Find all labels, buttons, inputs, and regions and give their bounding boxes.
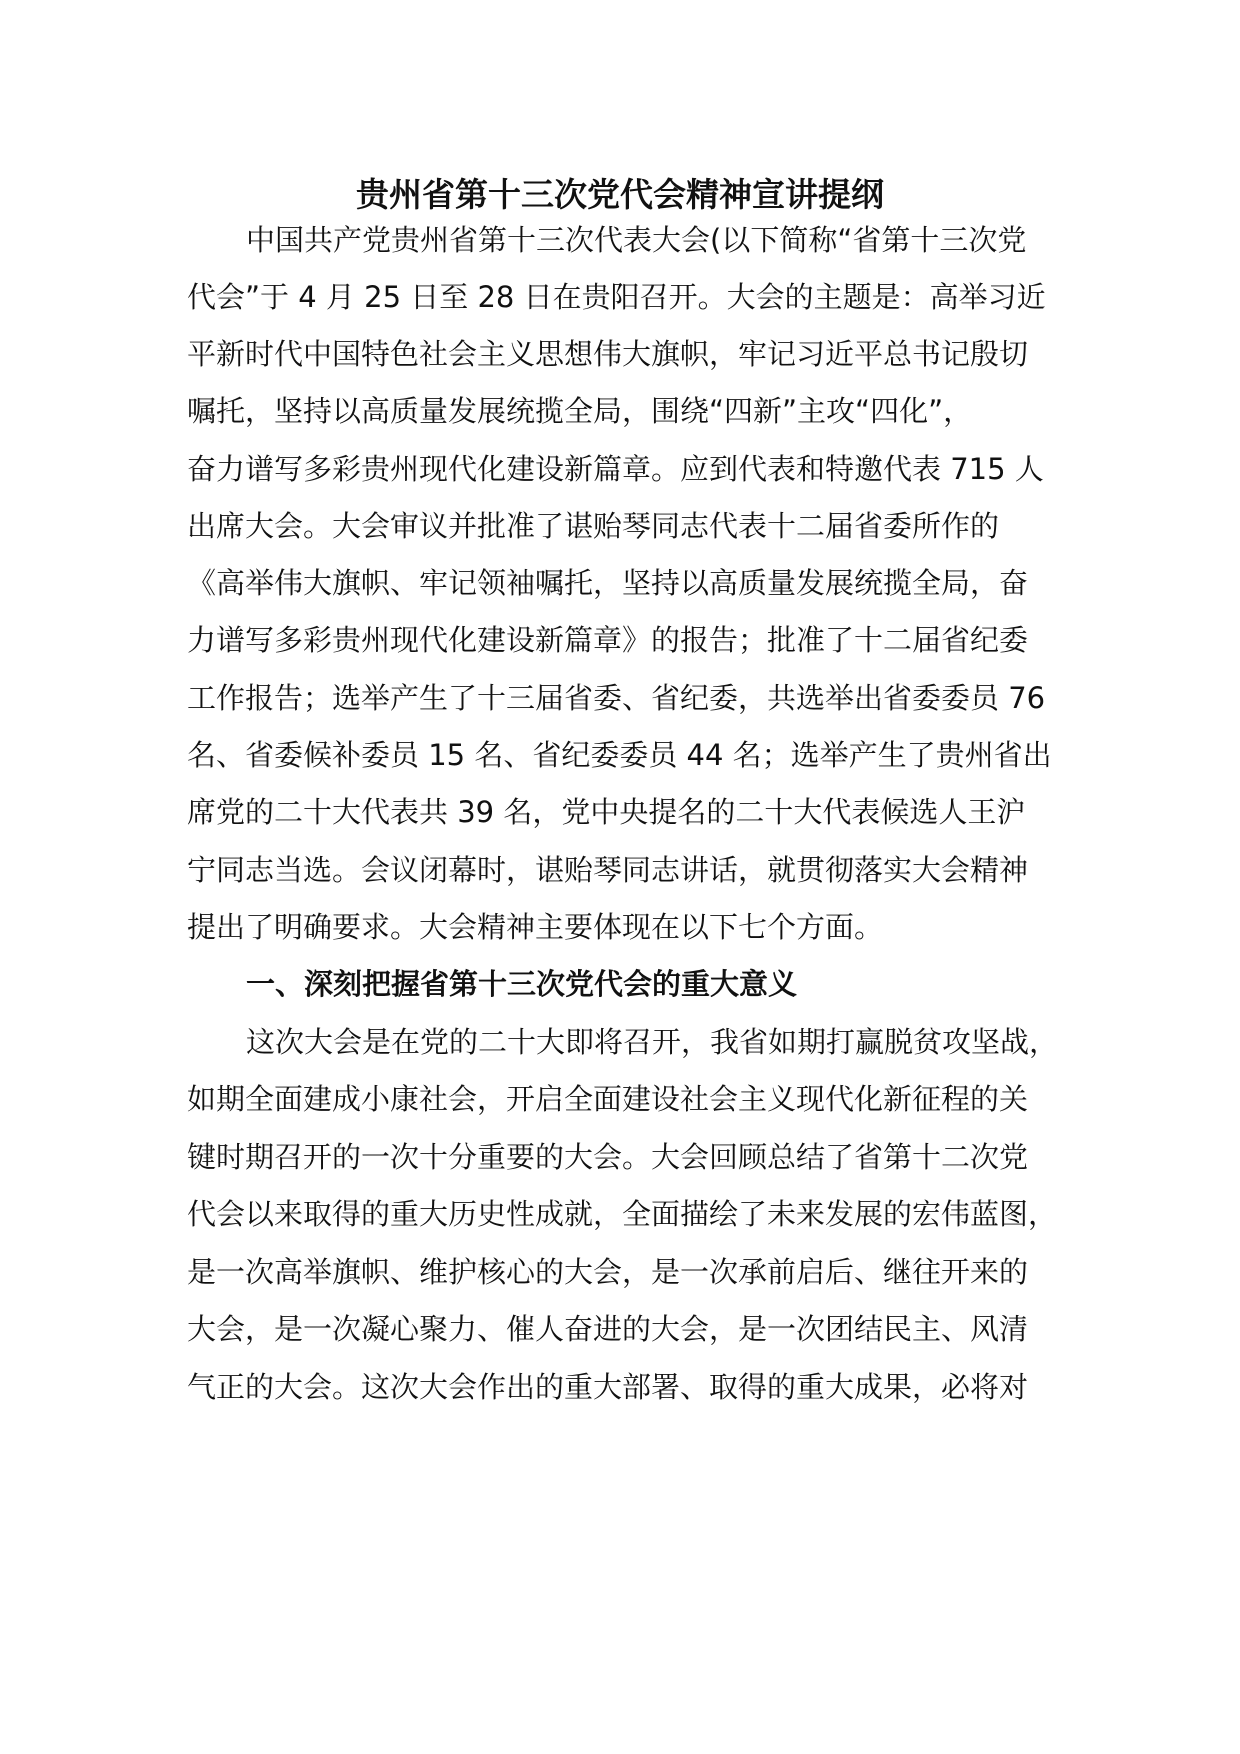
text-line: 嘱托，坚持以高质量发展统揽全局，围绕“四新”主攻“四化”，	[187, 394, 973, 428]
text-line: 力谱写多彩贵州现代化建设新篇章》的报告；批准了十二届省纪委	[187, 623, 1029, 657]
text-line: 工作报告；选举产生了十三届省委、省纪委，共选举出省委委员 76	[187, 681, 1046, 715]
text-line: 席党的二十大代表共 39 名，党中央提名的二十大代表候选人王沪	[187, 795, 1026, 829]
text-line: 出席大会。大会审议并批准了谌贻琴同志代表十二届省委所作的	[187, 509, 1000, 543]
text-line: 代会”于 4 月 25 日至 28 日在贵阳召开。大会的主题是：高举习近	[187, 280, 1046, 314]
text-line: 平新时代中国特色社会主义思想伟大旗帜，牢记习近平总书记殷切	[187, 337, 1029, 371]
text-line: 宁同志当选。会议闭幕时，谌贻琴同志讲话，就贯彻落实大会精神	[187, 853, 1029, 887]
text-line: 这次大会是在党的二十大即将召开，我省如期打赢脱贫攻坚战，	[246, 1025, 1059, 1059]
text-line: 是一次高举旗帜、维护核心的大会，是一次承前启后、继往开来的	[187, 1255, 1029, 1289]
text-line: 名、省委候补委员 15 名、省纪委委员 44 名；选举产生了贵州省出	[187, 738, 1052, 772]
text-line: 大会，是一次凝心聚力、催人奋进的大会，是一次团结民主、风清	[187, 1312, 1029, 1346]
text-line: 如期全面建成小康社会，开启全面建设社会主义现代化新征程的关	[187, 1082, 1029, 1116]
document-title: 贵州省第十三次党代会精神宣讲提纲	[356, 175, 884, 214]
text-line: 提出了明确要求。大会精神主要体现在以下七个方面。	[187, 910, 884, 944]
text-line: 中国共产党贵州省第十三次代表大会(以下简称“省第十三次党	[246, 223, 1027, 257]
text-line: 代会以来取得的重大历史性成就，全面描绘了未来发展的宏伟蓝图，	[187, 1197, 1058, 1231]
section-heading: 一、深刻把握省第十三次党代会的重大意义	[246, 967, 798, 1001]
text-line: 气正的大会。这次大会作出的重大部署、取得的重大成果，必将对	[187, 1370, 1029, 1404]
text-line: 键时期召开的一次十分重要的大会。大会回顾总结了省第十二次党	[187, 1140, 1029, 1174]
text-line: 《高举伟大旗帜、牢记领袖嘱托，坚持以高质量发展统揽全局，奋	[187, 566, 1029, 600]
text-line: 奋力谱写多彩贵州现代化建设新篇章。应到代表和特邀代表 715 人	[187, 452, 1044, 486]
